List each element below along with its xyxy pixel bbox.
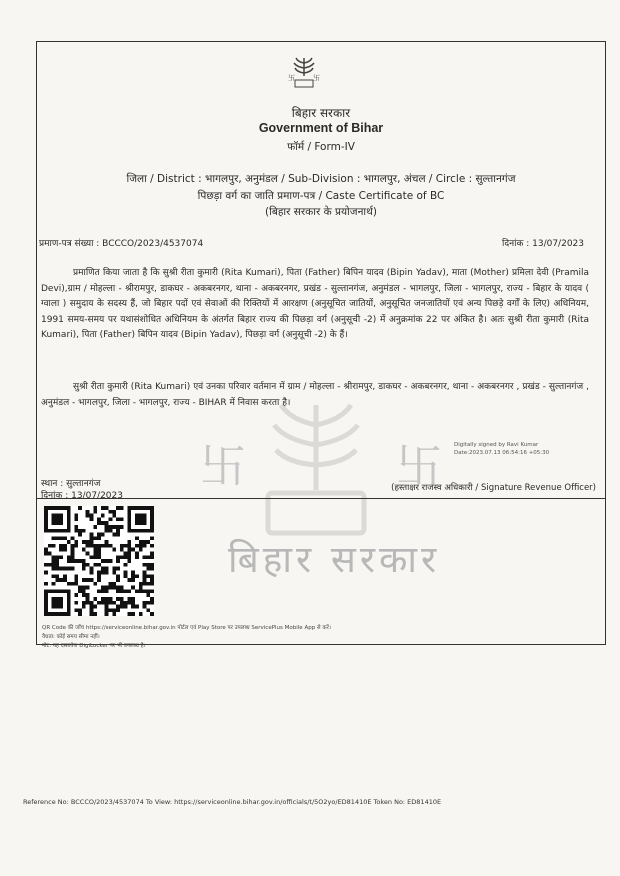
certificate-number: प्रमाण-पत्र संख्या : BCCCO/2023/4537074 [39,239,204,249]
watermark-text: बिहार सरकार [228,538,441,581]
purpose-line: (बिहार सरकार के प्रयोजनार्थ) [265,206,377,218]
signature-date: दिनांक : 13/07/2023 [41,491,123,501]
reference-line: Reference No: BCCCO/2023/4537074 To View: https://serviceonline.bihar.gov.in/officials/t/5O2yo/ED81410E Token No: ED81410E [23,798,442,806]
certification-paragraph: प्रमाणित किया जाता है कि सुश्री रीता कुमारी (Rita Kumari), पिता (Father) बिपिन यादव (Bipin Yadav), माता (Mother) प्रमिला देवी (Pramila Devi),ग्राम / मोहल्ला - श्रीरामपुर, डाकघर - अकबरनगर, थाना - अकबरनगर, प्रखंड - सुल्तानगंज, अनुमंडल - भागलपुर, जिला - भागलपुर, राज्य - बिहार के यादव ( ग्वाला ) समुदाय के सदस्य हैं, जो बिहार पदों एवं सेवाओं की रिक्तियों में आरक्षण (अनुसूचित जातियों, अनुसूचित जनजातियों एवं अन्य पिछड़े वर्गों के लिए) अधिनियम, 1991 समय-समय पर यथासंशोधित अधिनियम के अंतर्गत बिहार राज्य की पिछड़ा वर्ग (अनुसूची -2) में अनुक्रमांक 22 पर अंकित है। अतः सुश्री रीता कुमारी (Rita Kumari), पिता (Father) बिपिन यादव (Bipin Yadav), पिछड़ा वर्ग (अनुसूची -2) के हैं। [41,268,589,340]
issue-date: दिनांक : 13/07/2023 [502,239,584,249]
svg-text:卐: 卐 [313,74,320,82]
location-line: जिला / District : भागलपुर, अनुमंडल / Sub-Division : भागलपुर, अंचल / Circle : सुल्तानगंज [126,173,516,185]
qr-verification-note: QR Code की जाँच https://serviceonline.bihar.gov.in पोर्टल एवं Play Store पर उपलब्ध ServicePlus Mobile App से करें। [42,625,331,631]
place-label: स्थान : सुल्तानगंज [41,479,101,489]
signature-divider [36,498,606,499]
footer-notes [42,624,331,651]
watermark-swastika-left: 卐 [200,439,246,493]
form-label: फॉर्म / Form-IV [287,141,355,153]
svg-text:卐: 卐 [288,74,295,82]
digital-signature [454,441,549,457]
govt-title-english: Government of Bihar [258,121,384,135]
digital-signature-name: Digitally signed by Ravi Kumar [454,442,539,448]
validity-note: वैधता: कोई समय सीमा नहीं। [42,634,100,640]
certificate-title: पिछड़ा वर्ग का जाति प्रमाण-पत्र / Caste Certificate of BC [197,190,445,202]
bihar-emblem-logo [284,56,324,90]
digilocker-note: नोट: यह दस्तावेज DigiLocker पर भी उपलब्ध है। [42,643,146,649]
govt-title-hindi: बिहार सरकार [291,106,351,120]
qr-code[interactable] [44,506,154,616]
officer-signature-label: (हस्ताक्षर राजस्व अधिकारी / Signature Revenue Officer) [391,483,596,493]
residence-paragraph: सुश्री रीता कुमारी (Rita Kumari) एवं उनका परिवार वर्तमान में ग्राम / मोहल्ला - श्रीरामपुर, डाकघर - अकबरनगर, थाना - अकबरनगर , प्रखंड - सुल्तानगंज , अनुमंडल - भागलपुर, जिला - भागलपुर, राज्य - BIHAR में निवास करता है। [41,382,589,408]
digital-signature-date: Date:2023.07.13 06:54:16 +05:30 [454,450,550,456]
watermark-swastika-right: 卐 [396,439,442,493]
